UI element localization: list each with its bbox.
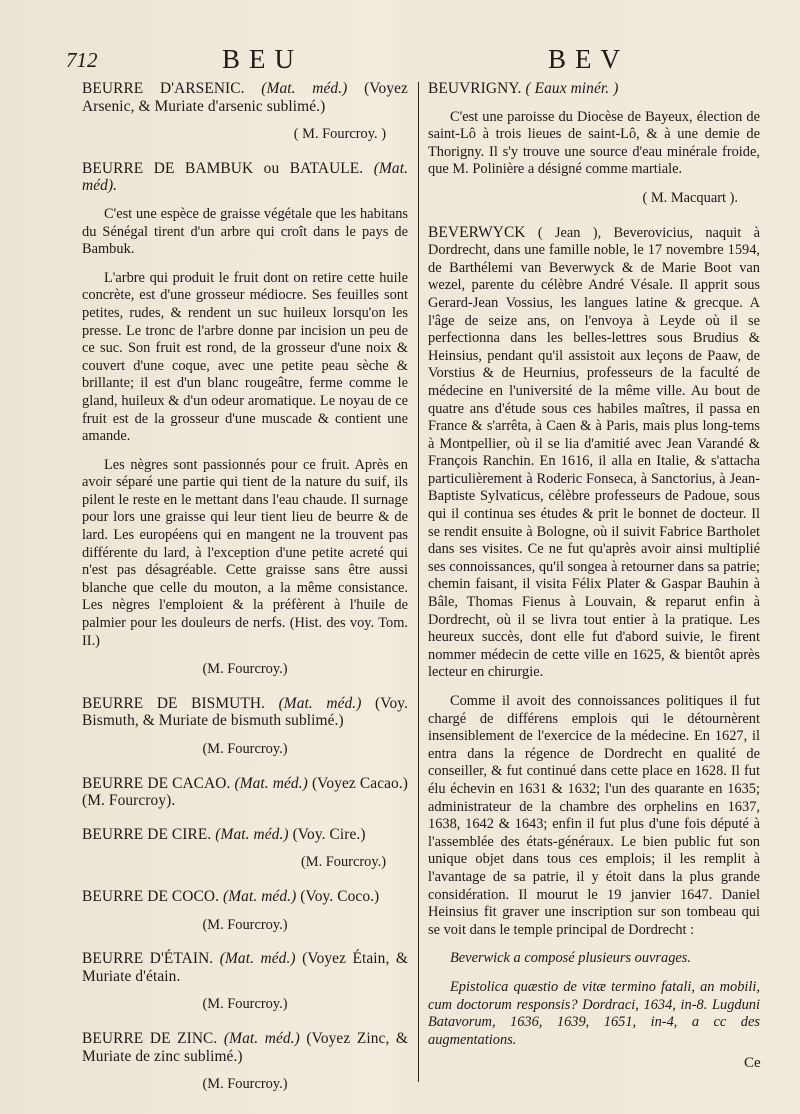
- entry-beurre-coco: [82, 888, 408, 934]
- entry-paragraph: Les nègres sont passionnés pour ce fruit. Après en avoir séparé une partie qui tient de la nature du suif, ils pilent le reste en le mettant dans l'eau chaude. Il surnage pour lors une graisse qui leur tient lieu de beurre & de lard. Les européens qui en mangent ne la trouvent pas différente du lard, à l'exception d'une petite acreté qui n'est pas désagréable. Cette graisse sans être aussi blanche que celle du mouton, a la même consistance. Les nègres l'emploient & la préfèrent à l'huile de palmier pour les douleurs de nerfs. (Hist. des voy. Tom. II.): [82, 456, 408, 649]
- entry-title: BEURRE D'ÉTAIN.: [82, 950, 214, 968]
- entry-title: BEURRE DE BAMBUK ou BATAULE.: [82, 159, 364, 177]
- entry-signature: ( M. Macquart ).: [642, 189, 738, 206]
- entry-class: (Mat. méd.): [223, 887, 297, 905]
- catchword: Ce: [744, 1055, 761, 1071]
- entry-signature: (M. Fourcroy.): [202, 661, 288, 678]
- entry-paragraph: C'est une espèce de graisse végétale que les habitans du Sénégal tirent d'un arbre qui croît dans le pays de Bambuk.: [82, 205, 408, 258]
- entry-class: (Mat. méd.): [261, 80, 348, 97]
- page-number: 712: [66, 48, 98, 72]
- entry-signature: (M. Fourcroy.): [301, 854, 386, 871]
- entry-xref: (Voyez Étain, & Muriate d'étain.: [82, 950, 408, 985]
- entry-xref: (Voy. Cire.): [292, 825, 366, 843]
- entry-signature: (M. Fourcroy).: [82, 792, 176, 810]
- entry-title: BEURRE DE CIRE.: [82, 825, 212, 843]
- entry-xref: (Voy. Coco.): [300, 887, 380, 905]
- entry-beurre-etain: [82, 950, 408, 1014]
- entry-class: (Mat. méd.): [219, 950, 296, 968]
- running-head-right: BEV: [548, 44, 629, 74]
- entry-beurre-zinc: [82, 1030, 408, 1094]
- entry-signature: (M. Fourcroy.): [202, 741, 288, 757]
- entry-signature: (M. Fourcroy.): [202, 916, 288, 933]
- entry-class: (Mat. méd.): [215, 825, 289, 843]
- left-column: [82, 80, 408, 1110]
- entry-beverwyck: [428, 224, 760, 1050]
- entry-beurre-cire: [82, 826, 408, 872]
- entry-beurre-bambuk: [82, 160, 408, 679]
- running-head-left: BEU: [222, 44, 303, 74]
- entry-beuvrigny: [428, 80, 760, 208]
- entry-title: BEURRE D'ARSENIC.: [82, 80, 245, 97]
- entry-signature: (M. Fourcroy.): [202, 1076, 288, 1093]
- entry-class: (Mat. méd.): [223, 1029, 300, 1047]
- entry-paragraph: L'arbre qui produit le fruit dont on retire cette huile concrète, est d'une grosseur médiocre. Ses feuilles sont petites, rudes, & rendent un suc huileux lorsqu'on les presse. Le tronc de l'arbre donne par incision un peu de ce suc. Son fruit est rond, de la grosseur d'une noix & couvert d'une coque, avec une petite peau sèche & brillante; il est d'un blanc rougeâtre, ferme comme le gland, huileux & d'un odeur aromatique. Le noyau de ce fruit est de la grosseur d'une muscade & contient une amande.: [82, 269, 408, 445]
- entry-beurre-bismuth: [82, 695, 408, 759]
- entry-paragraph: C'est une paroisse du Diocèse de Bayeux, élection de saint-Lô à trois lieues de saint-Lô, & à une demie de Thorigny. Il s'y trouve une source d'eau minérale froide, que M. Polinière a désigné comme martiale.: [428, 108, 760, 178]
- entry-title: BEURRE DE ZINC.: [82, 1029, 218, 1047]
- entry-signature: ( M. Fourcroy. ): [293, 126, 386, 143]
- entry-paragraph: ( Jean ), Beverovicius, naquit à Dordrecht, dans une famille noble, le 17 novembre 1594, de Barthélemi van Beverwyck & de Marie Boot van wezel, parente du célèbre André Vésale. Il apprit sous Gerard-Jean Vossius, les langues latine & grecque. A l'âge de seize ans, on l'envoya à Leyde où il se perfectionna dans les belles-lettres sous Brudius & Heinsius, pendant qu'il assistoit aux leçons de Paaw, de Vorstius & de Heurnius, professeurs de la faculté de médecine en l'université de la même ville. Au bout de quatre ans d'étude sous ces habiles maîtres, il passa en France & s'arrêta, à Caen & à Paris, mais plus long-tems à Montpellier, où il se lia d'amitié avec Jean Varandé & François Ranchin. En 1616, il alla en Italie, & s'attacha particulièrement à Roderic Fonseca, à Sanctorius, à Jean-Baptiste Sylvaticus, célèbre professeurs de Padoue, sous qui il continua ses études & prit le bonnet de docteur. Il se rendit ensuite à Bologne, où il suivit Fabrice Bartholet dans ses visites. Ce ne fut qu'après avoir ainsi multiplié ses connoissances, qu'il songea à retourner dans sa patrie; chemin faisant, il visita Félix Plater & Gaspar Bauhin à Bâle, Thomas Fienus à Louvain, & reparut enfin à Dordrecht, où il se livra tout entier à la pratique. Les heureux succès, dont elle fut d'abord suivie, le firent nommer médecin de cette ville en 1625, & bientôt après lecteur en chirurgie.: [428, 224, 760, 681]
- entry-title: BEURRE DE COCO.: [82, 887, 220, 905]
- entry-title: BEUVRIGNY.: [428, 80, 522, 97]
- entry-beurre-arsenic: [82, 80, 408, 144]
- entry-title: BEURRE DE BISMUTH.: [82, 694, 266, 712]
- page-header: [0, 44, 800, 78]
- entry-xref: (Voyez Arsenic, & Muriate d'arsenic sublimé.): [82, 80, 408, 115]
- entry-class: (Mat. méd).: [82, 159, 409, 195]
- entry-xref: (Voyez Zinc, & Muriate de zinc sublimé.): [82, 1029, 408, 1065]
- entry-signature: (M. Fourcroy.): [202, 996, 288, 1013]
- entry-xref: (Voyez Cacao.): [311, 774, 409, 792]
- entry-beurre-cacao: [82, 775, 408, 810]
- entry-paragraph: Beverwick a composé plusieurs ouvrages.: [450, 950, 691, 967]
- column-rule: [418, 82, 419, 1082]
- entry-class: ( Eaux minér. ): [525, 80, 619, 97]
- entry-xref: (Voy. Bismuth, & Muriate de bismuth sublimé.): [82, 694, 409, 730]
- entry-title: BEURRE DE CACAO.: [82, 774, 231, 792]
- entry-class: (Mat. méd.): [234, 774, 308, 792]
- entry-title: BEVERWYCK: [428, 223, 526, 241]
- entry-paragraph: Epistolica quæstio de vitæ termino fatali, an mobili, cum doctorum responsis? Dordraci, 1634, in-8. Lugduni Batavorum, 1636, 1639, 1651, in-4, a cc des augmentations.: [428, 978, 760, 1048]
- right-column: [428, 80, 760, 1065]
- entry-class: (Mat. méd.): [278, 694, 362, 712]
- entry-paragraph: Comme il avoit des connoissances politiques il fut chargé de différens emplois qui le détournèrent insensiblement de l'exercice de la médecine. En 1627, il entra dans la régence de Dordrecht en qualité de conseiller, & fut continué dans cette place en 1628. Il fut élu échevin en 1631 & 1632; l'un des quarante en 1635; administrateur de la chambre des orphelins en 1637, 1638, 1642 & 1643; enfin il fut plus d'une fois député à l'assemblée des états-généraux. Le bien public fut son unique objet dans tous ces emplois; il les remplit à l'avantage de sa patrie, il y étoit dans la plus grande considération. Il mourut le 19 janvier 1647. Daniel Heinsius fit graver une inscription sur son tombeau qui se voit dans le temple principal de Dordrecht :: [428, 693, 760, 938]
